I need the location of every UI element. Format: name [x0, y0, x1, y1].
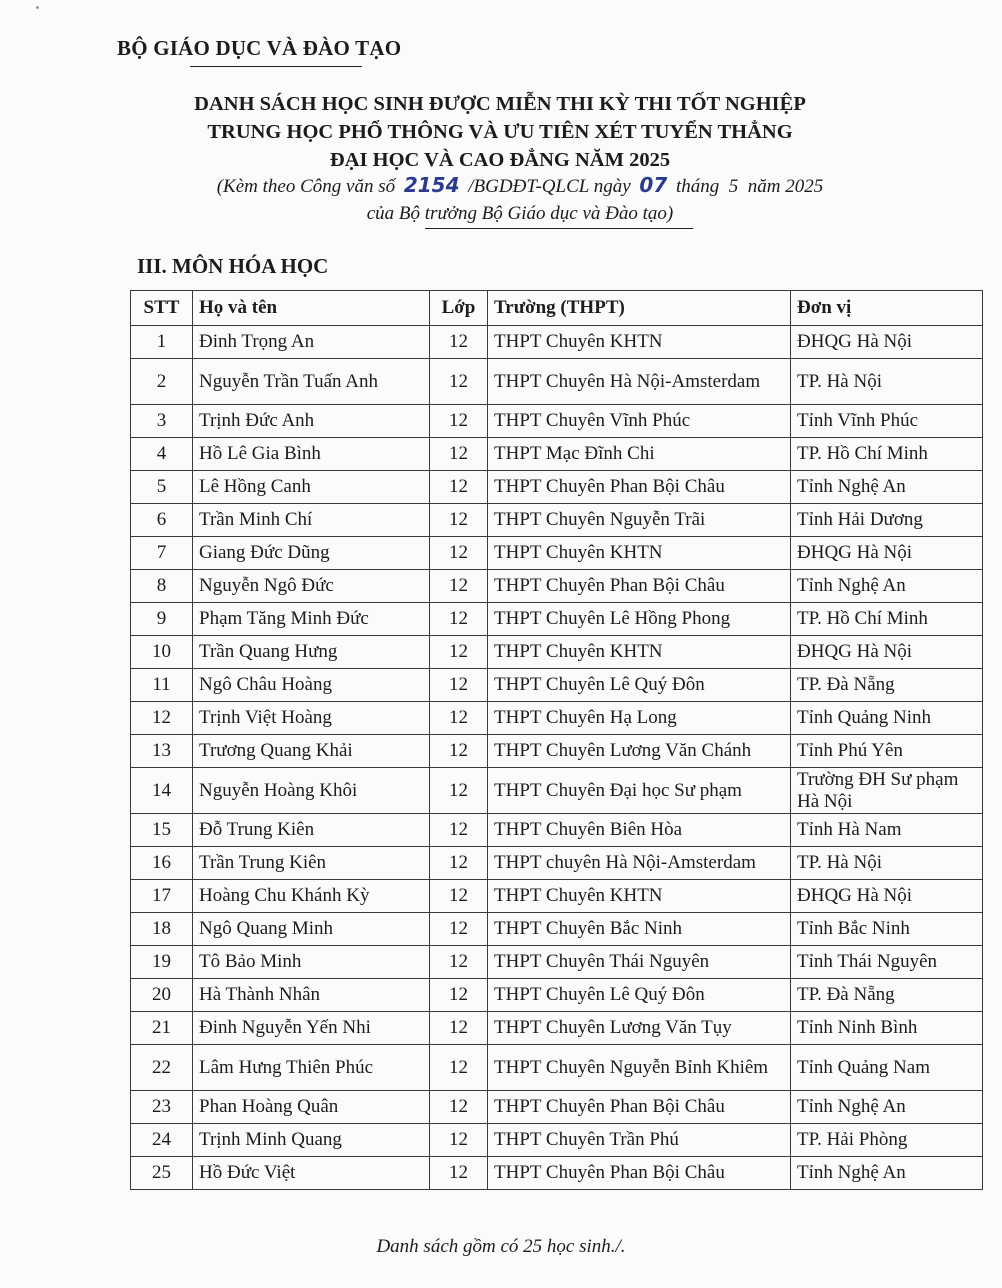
subtitle-line-1 — [140, 172, 900, 200]
cell-stt: 1 — [131, 326, 193, 359]
footer-note: Danh sách gồm có 25 học sinh./. — [376, 1236, 626, 1257]
cell-name: Hoàng Chu Khánh Kỳ — [193, 880, 430, 913]
cell-stt: 11 — [131, 669, 193, 702]
document-title — [140, 90, 860, 174]
cell-stt: 15 — [131, 814, 193, 847]
cell-unit: Tỉnh Quảng Ninh — [791, 702, 983, 735]
cell-name: Phạm Tăng Minh Đức — [193, 603, 430, 636]
cell-school: THPT Chuyên KHTN — [488, 636, 791, 669]
table-row — [131, 438, 983, 471]
cell-name: Ngô Châu Hoàng — [193, 669, 430, 702]
cell-school: THPT Chuyên Trần Phú — [488, 1124, 791, 1157]
header-unit: Đơn vị — [791, 291, 983, 326]
cell-name: Giang Đức Dũng — [193, 537, 430, 570]
header-class: Lớp — [430, 291, 488, 326]
cell-unit: TP. Hồ Chí Minh — [791, 438, 983, 471]
table-row — [131, 326, 983, 359]
cell-unit: Tỉnh Ninh Bình — [791, 1012, 983, 1045]
cell-unit: Tỉnh Nghệ An — [791, 1157, 983, 1190]
cell-school: THPT Chuyên Phan Bội Châu — [488, 570, 791, 603]
cell-class: 12 — [430, 504, 488, 537]
cell-unit: ĐHQG Hà Nội — [791, 326, 983, 359]
cell-unit: TP. Hà Nội — [791, 359, 983, 405]
cell-class: 12 — [430, 913, 488, 946]
cell-unit: Trường ĐH Sư phạm Hà Nội — [791, 768, 983, 814]
cell-unit: TP. Hà Nội — [791, 847, 983, 880]
cell-class: 12 — [430, 814, 488, 847]
cell-class: 12 — [430, 1045, 488, 1091]
cell-unit: Tỉnh Hải Dương — [791, 504, 983, 537]
cell-name: Hồ Đức Việt — [193, 1157, 430, 1190]
cell-name: Nguyễn Trần Tuấn Anh — [193, 359, 430, 405]
cell-class: 12 — [430, 636, 488, 669]
cell-school: THPT Chuyên Thái Nguyên — [488, 946, 791, 979]
cell-stt: 25 — [131, 1157, 193, 1190]
cell-stt: 20 — [131, 979, 193, 1012]
table-row — [131, 537, 983, 570]
cell-name: Lê Hồng Canh — [193, 471, 430, 504]
header-name: Họ và tên — [193, 291, 430, 326]
cell-class: 12 — [430, 847, 488, 880]
cell-school: THPT Chuyên Lê Hồng Phong — [488, 603, 791, 636]
title-line-2: TRUNG HỌC PHỔ THÔNG VÀ ƯU TIÊN XÉT TUYỂN THẲNG — [207, 121, 793, 143]
cell-stt: 18 — [131, 913, 193, 946]
cell-class: 12 — [430, 946, 488, 979]
cell-school: THPT Chuyên Phan Bội Châu — [488, 471, 791, 504]
cell-stt: 17 — [131, 880, 193, 913]
table-row — [131, 359, 983, 405]
cell-class: 12 — [430, 735, 488, 768]
cell-school: THPT Chuyên Nguyễn Bỉnh Khiêm — [488, 1045, 791, 1091]
cell-unit: Tỉnh Vĩnh Phúc — [791, 405, 983, 438]
cell-name: Đỗ Trung Kiên — [193, 814, 430, 847]
cell-name: Trương Quang Khải — [193, 735, 430, 768]
cell-unit: ĐHQG Hà Nội — [791, 880, 983, 913]
cell-name: Ngô Quang Minh — [193, 913, 430, 946]
cell-name: Đinh Nguyễn Yến Nhi — [193, 1012, 430, 1045]
table-row — [131, 1045, 983, 1091]
cell-class: 12 — [430, 1012, 488, 1045]
cell-name: Trần Minh Chí — [193, 504, 430, 537]
cell-stt: 10 — [131, 636, 193, 669]
handwritten-doc-number: 2154 — [403, 173, 460, 197]
section-heading: III. MÔN HÓA HỌC — [137, 254, 329, 278]
cell-school: THPT Chuyên KHTN — [488, 880, 791, 913]
cell-stt: 2 — [131, 359, 193, 405]
cell-class: 12 — [430, 326, 488, 359]
title-line-1: DANH SÁCH HỌC SINH ĐƯỢC MIỄN THI KỲ THI TỐT NGHIỆP — [194, 93, 806, 115]
table-row — [131, 471, 983, 504]
cell-class: 12 — [430, 537, 488, 570]
cell-stt: 24 — [131, 1124, 193, 1157]
cell-class: 12 — [430, 1091, 488, 1124]
cell-class: 12 — [430, 880, 488, 913]
cell-class: 12 — [430, 603, 488, 636]
cell-class: 12 — [430, 768, 488, 814]
cell-school: THPT Mạc Đĩnh Chi — [488, 438, 791, 471]
subtitle-middle: /BGDĐT-QLCL ngày — [468, 176, 631, 197]
cell-unit: TP. Hồ Chí Minh — [791, 603, 983, 636]
table-row — [131, 1157, 983, 1190]
cell-class: 12 — [430, 702, 488, 735]
cell-unit: Tỉnh Quảng Nam — [791, 1045, 983, 1091]
subtitle-prefix: (Kèm theo Công văn số — [216, 176, 396, 197]
cell-school: THPT Chuyên Phan Bội Châu — [488, 1157, 791, 1190]
cell-name: Trịnh Việt Hoàng — [193, 702, 430, 735]
cell-unit: TP. Hải Phòng — [791, 1124, 983, 1157]
subtitle-suffix: tháng 5 năm 2025 — [676, 176, 824, 197]
document-subtitle — [140, 172, 900, 227]
cell-school: THPT Chuyên Đại học Sư phạm — [488, 768, 791, 814]
cell-school: THPT Chuyên KHTN — [488, 326, 791, 359]
cell-school: THPT Chuyên Phan Bội Châu — [488, 1091, 791, 1124]
table-row — [131, 768, 983, 814]
cell-unit: Tỉnh Nghệ An — [791, 1091, 983, 1124]
cell-stt: 12 — [131, 702, 193, 735]
cell-stt: 21 — [131, 1012, 193, 1045]
table-row — [131, 946, 983, 979]
header-school: Trường (THPT) — [488, 291, 791, 326]
cell-class: 12 — [430, 1124, 488, 1157]
cell-school: THPT Chuyên Lương Văn Tụy — [488, 1012, 791, 1045]
cell-stt: 14 — [131, 768, 193, 814]
ministry-name: BỘ GIÁO DỤC VÀ ĐÀO TẠO — [117, 36, 402, 60]
cell-stt: 6 — [131, 504, 193, 537]
table-row — [131, 405, 983, 438]
cell-name: Trần Trung Kiên — [193, 847, 430, 880]
cell-school: THPT Chuyên Bắc Ninh — [488, 913, 791, 946]
cell-class: 12 — [430, 570, 488, 603]
table-row — [131, 570, 983, 603]
cell-unit: Tỉnh Phú Yên — [791, 735, 983, 768]
cell-school: THPT Chuyên Lê Quý Đôn — [488, 979, 791, 1012]
cell-stt: 4 — [131, 438, 193, 471]
cell-unit: Tỉnh Nghệ An — [791, 471, 983, 504]
table-row — [131, 1124, 983, 1157]
cell-stt: 9 — [131, 603, 193, 636]
cell-name: Đinh Trọng An — [193, 326, 430, 359]
table-header-row — [131, 291, 983, 326]
table-row — [131, 814, 983, 847]
cell-stt: 19 — [131, 946, 193, 979]
table-row — [131, 1012, 983, 1045]
cell-class: 12 — [430, 669, 488, 702]
cell-name: Trịnh Minh Quang — [193, 1124, 430, 1157]
student-table — [130, 290, 983, 1190]
cell-unit: ĐHQG Hà Nội — [791, 537, 983, 570]
cell-unit: Tỉnh Nghệ An — [791, 570, 983, 603]
cell-unit: Tỉnh Thái Nguyên — [791, 946, 983, 979]
cell-name: Trần Quang Hưng — [193, 636, 430, 669]
cell-unit: TP. Đà Nẵng — [791, 669, 983, 702]
cell-unit: TP. Đà Nẵng — [791, 979, 983, 1012]
cell-stt: 16 — [131, 847, 193, 880]
handwritten-day: 07 — [639, 173, 668, 197]
header-stt: STT — [131, 291, 193, 326]
scan-speck — [36, 6, 39, 9]
cell-school: THPT Chuyên Lê Quý Đôn — [488, 669, 791, 702]
cell-school: THPT Chuyên Nguyễn Trãi — [488, 504, 791, 537]
table-row — [131, 603, 983, 636]
table-row — [131, 913, 983, 946]
cell-class: 12 — [430, 405, 488, 438]
cell-stt: 7 — [131, 537, 193, 570]
cell-stt: 23 — [131, 1091, 193, 1124]
cell-school: THPT Chuyên KHTN — [488, 537, 791, 570]
cell-class: 12 — [430, 471, 488, 504]
cell-name: Nguyễn Ngô Đức — [193, 570, 430, 603]
cell-stt: 13 — [131, 735, 193, 768]
ministry-underline — [190, 66, 362, 67]
subtitle-line-2: của Bộ trưởng Bộ Giáo dục và Đào tạo) — [366, 203, 674, 224]
cell-school: THPT chuyên Hà Nội-Amsterdam — [488, 847, 791, 880]
table-row — [131, 702, 983, 735]
table-row — [131, 504, 983, 537]
cell-name: Hà Thành Nhân — [193, 979, 430, 1012]
cell-school: THPT Chuyên Lương Văn Chánh — [488, 735, 791, 768]
table-row — [131, 1091, 983, 1124]
cell-school: THPT Chuyên Hà Nội-Amsterdam — [488, 359, 791, 405]
table-row — [131, 669, 983, 702]
cell-school: THPT Chuyên Vĩnh Phúc — [488, 405, 791, 438]
table-row — [131, 636, 983, 669]
title-line-3: ĐẠI HỌC VÀ CAO ĐẲNG NĂM 2025 — [329, 149, 671, 171]
cell-stt: 3 — [131, 405, 193, 438]
cell-name: Hồ Lê Gia Bình — [193, 438, 430, 471]
subtitle-underline — [425, 228, 693, 229]
table-row — [131, 735, 983, 768]
cell-unit: ĐHQG Hà Nội — [791, 636, 983, 669]
cell-name: Tô Bảo Minh — [193, 946, 430, 979]
cell-class: 12 — [430, 1157, 488, 1190]
cell-name: Lâm Hưng Thiên Phúc — [193, 1045, 430, 1091]
cell-class: 12 — [430, 438, 488, 471]
table-row — [131, 847, 983, 880]
table-row — [131, 979, 983, 1012]
cell-stt: 8 — [131, 570, 193, 603]
cell-school: THPT Chuyên Biên Hòa — [488, 814, 791, 847]
cell-class: 12 — [430, 979, 488, 1012]
table-row — [131, 880, 983, 913]
cell-class: 12 — [430, 359, 488, 405]
cell-name: Trịnh Đức Anh — [193, 405, 430, 438]
cell-unit: Tỉnh Hà Nam — [791, 814, 983, 847]
cell-school: THPT Chuyên Hạ Long — [488, 702, 791, 735]
cell-unit: Tỉnh Bắc Ninh — [791, 913, 983, 946]
cell-name: Nguyễn Hoàng Khôi — [193, 768, 430, 814]
cell-stt: 22 — [131, 1045, 193, 1091]
cell-stt: 5 — [131, 471, 193, 504]
cell-name: Phan Hoàng Quân — [193, 1091, 430, 1124]
